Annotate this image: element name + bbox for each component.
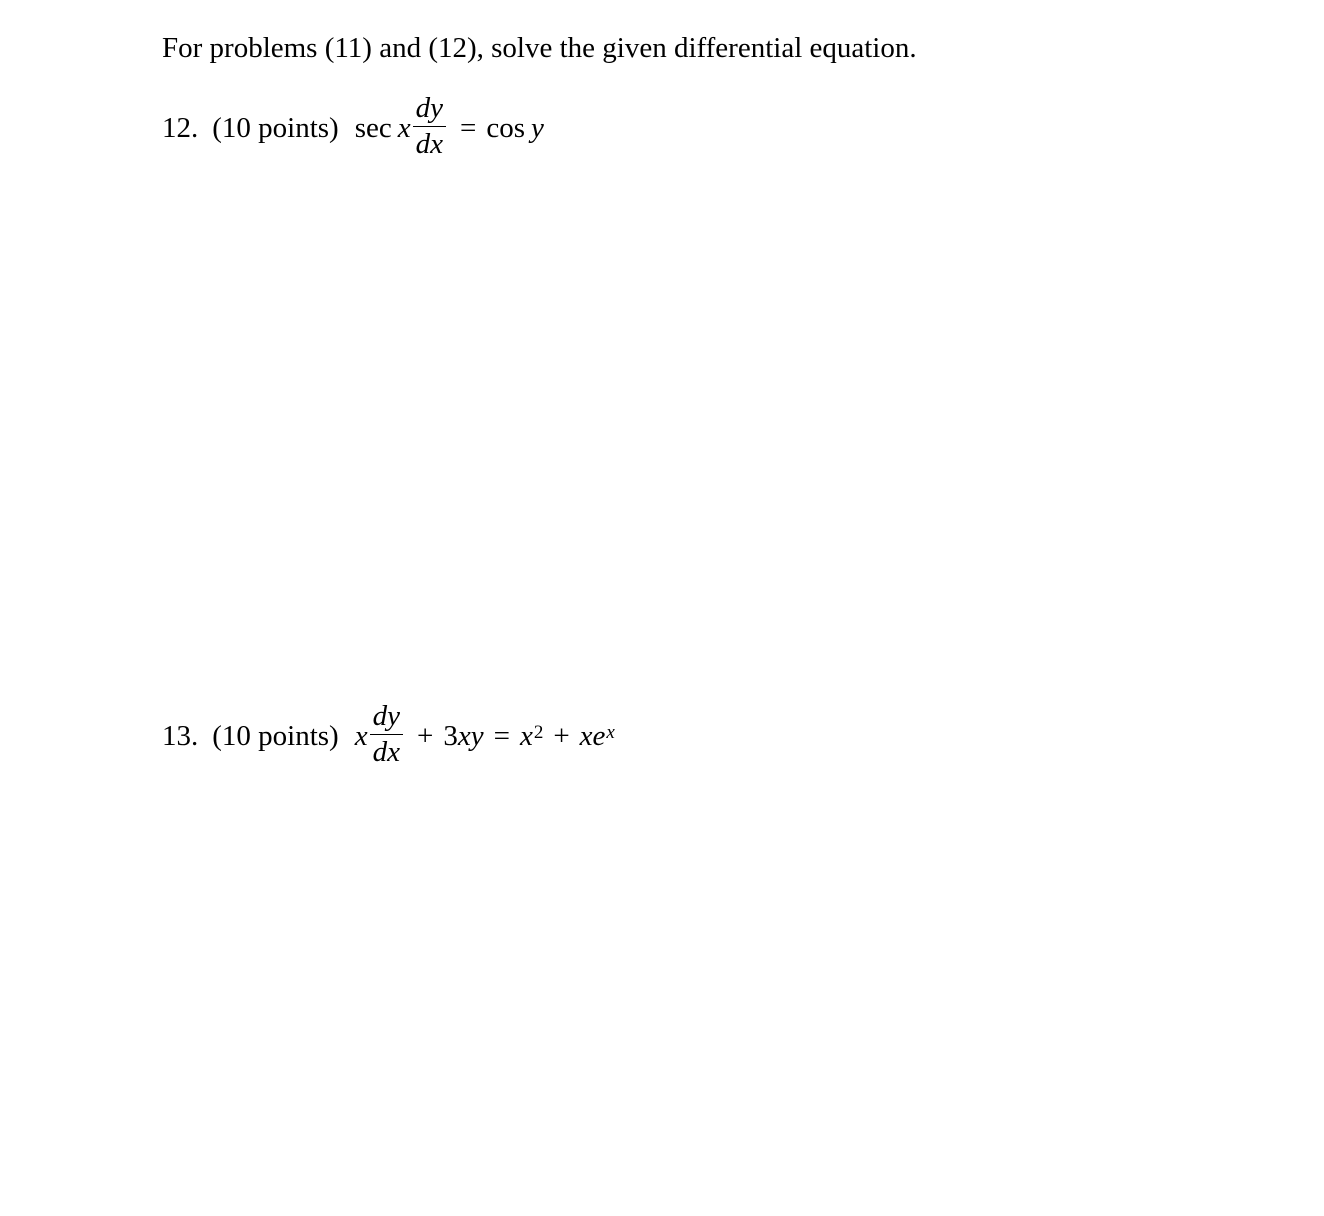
- term-variables: xy: [457, 719, 484, 752]
- coefficient: 3: [443, 719, 458, 752]
- problem-points: (10 points): [212, 719, 339, 752]
- exponent-x: x: [606, 722, 615, 743]
- derivative-fraction: [370, 701, 403, 767]
- derivative-fraction: [413, 93, 446, 159]
- problem-points: (10 points): [212, 111, 339, 144]
- plus-sign: +: [416, 719, 434, 752]
- term-xe: xe: [579, 719, 606, 752]
- sec-function: sec: [354, 111, 392, 144]
- fraction-numerator: dy: [413, 93, 446, 126]
- fraction-numerator: dy: [370, 701, 403, 734]
- cos-function: cos: [486, 111, 526, 144]
- variable-y: y: [531, 111, 544, 144]
- plus-sign: +: [553, 719, 570, 752]
- exponent-2: 2: [533, 722, 544, 743]
- base-x: x: [519, 719, 533, 752]
- equals-sign: =: [493, 719, 510, 752]
- problem-number: 13.: [162, 719, 199, 752]
- equals-sign: =: [460, 111, 477, 144]
- variable-x: x: [397, 111, 411, 144]
- problem-12: [162, 88, 544, 168]
- problem-13: [162, 696, 615, 776]
- fraction-denominator: dx: [415, 127, 443, 160]
- variable-x: x: [354, 719, 368, 752]
- problem-number: 12.: [162, 111, 199, 144]
- fraction-denominator: dx: [372, 735, 400, 768]
- instruction-text: For problems (11) and (12), solve the given differential equation.: [162, 32, 917, 64]
